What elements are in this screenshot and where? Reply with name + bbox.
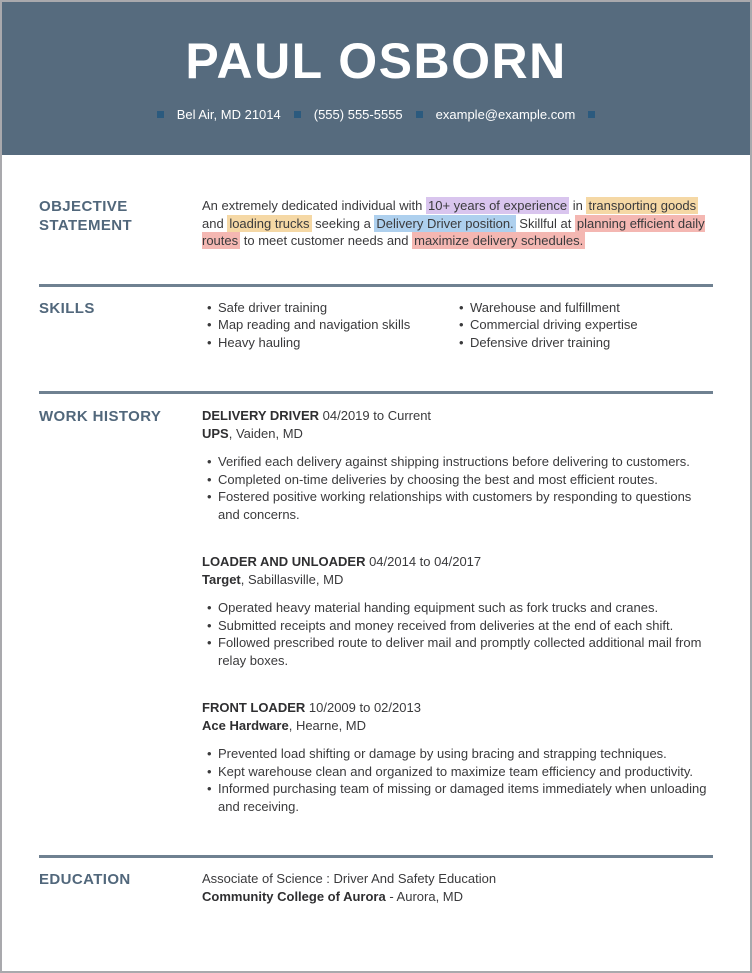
education-school-location: Aurora, MD — [396, 889, 464, 904]
contact-row — [157, 107, 596, 122]
jobs-container — [202, 407, 713, 815]
education-section-title: EDUCATION — [39, 871, 131, 888]
job-company: Ace Hardware — [202, 718, 289, 733]
square-bullet-icon — [294, 111, 301, 118]
job-dates: 10/2009 to 02/2013 — [305, 700, 421, 715]
skill-item: • Safe driver training — [202, 299, 454, 317]
education-school: Community College of Aurora — [202, 889, 386, 904]
education-content — [202, 870, 713, 906]
job-company-line — [202, 717, 713, 735]
job-dates: 04/2019 to Current — [319, 408, 432, 423]
job-title-line — [202, 407, 713, 425]
job-title-line — [202, 553, 713, 571]
job-title-line — [202, 699, 713, 717]
resume-header — [2, 2, 750, 155]
job-entry — [202, 553, 713, 669]
section-objective — [39, 197, 713, 284]
contact-item: example@example.com — [435, 107, 576, 122]
objective-text — [202, 197, 713, 250]
highlight-pink: planning efficient daily routes — [202, 215, 705, 248]
job-entry — [202, 699, 713, 815]
objective-segment: in — [569, 198, 587, 213]
job-company-line — [202, 571, 713, 589]
section-education — [39, 858, 713, 946]
skill-item: • Map reading and navigation skills — [202, 316, 454, 334]
contact-item: Bel Air, MD 21014 — [176, 107, 281, 122]
resume-body — [2, 155, 750, 946]
skill-item: • Defensive driver training — [454, 334, 713, 352]
job-bullet: • Submitted receipts and money received from deliveries at the end of each shift. — [202, 617, 713, 635]
job-bullet: • Operated heavy material handing equipment such as fork trucks and cranes. — [202, 599, 713, 617]
education-school-line — [202, 888, 713, 906]
job-company: Target — [202, 572, 241, 587]
highlight-pink: maximize delivery schedules. — [414, 233, 584, 248]
objective-segment: to meet customer needs and — [240, 233, 413, 248]
education-degree: Associate of Science : Driver And Safety Education — [202, 871, 497, 886]
work-history-section-title: WORK HISTORY — [39, 408, 162, 425]
section-work-history — [39, 394, 713, 855]
job-bullet: • Verified each delivery against shipping instructions before delivering to customers. — [202, 453, 713, 471]
skills-columns — [202, 299, 713, 352]
job-bullets — [202, 599, 713, 669]
skills-column — [454, 299, 713, 352]
contact-item: (555) 555-5555 — [313, 107, 403, 122]
square-bullet-icon — [588, 111, 595, 118]
skill-item: • Heavy hauling — [202, 334, 454, 352]
job-entry — [202, 407, 713, 523]
objective-section-title: OBJECTIVE STATEMENT — [39, 198, 133, 234]
skill-item: • Warehouse and fulfillment — [454, 299, 713, 317]
job-bullet: • Prevented load shifting or damage by using bracing and strapping techniques. — [202, 745, 713, 763]
job-company-line — [202, 425, 713, 443]
square-bullet-icon — [416, 111, 423, 118]
job-bullets — [202, 453, 713, 523]
job-title: LOADER AND UNLOADER — [202, 554, 366, 569]
job-location: , Hearne, MD — [288, 718, 367, 733]
job-bullet: • Fostered positive working relationships with customers by responding to questions and concerns. — [202, 488, 713, 523]
job-bullet: • Informed purchasing team of missing or damaged items immediately when unloading and receiving. — [202, 780, 713, 815]
objective-segment: Skillful at — [515, 215, 575, 231]
objective-segment: seeking a — [311, 215, 375, 231]
job-bullet: • Completed on-time deliveries by choosing the best and most efficient routes. — [202, 471, 713, 489]
job-title: DELIVERY DRIVER — [202, 408, 320, 423]
job-location: , Vaiden, MD — [228, 426, 303, 441]
highlight-orange: transporting goods — [588, 198, 697, 213]
highlight-purple: 10+ years of experience — [428, 198, 568, 213]
job-dates: 04/2014 to 04/2017 — [365, 554, 482, 569]
job-location: , Sabillasville, MD — [240, 572, 344, 587]
education-school-separator: - — [385, 889, 397, 904]
objective-segment: An extremely dedicated individual with — [202, 198, 427, 213]
highlight-blue: Delivery Driver position. — [376, 215, 514, 231]
skills-section-title: SKILLS — [39, 299, 95, 317]
job-bullets — [202, 745, 713, 815]
skill-item: • Commercial driving expertise — [454, 316, 713, 334]
name-title: PAUL OSBORN — [185, 33, 567, 89]
skills-column — [202, 299, 454, 352]
job-company: UPS — [202, 426, 229, 441]
square-bullet-icon — [157, 111, 164, 118]
job-bullet: • Kept warehouse clean and organized to maximize team efficiency and productivity. — [202, 763, 713, 781]
job-bullet: • Followed prescribed route to deliver mail and promptly collected additional mail from relay boxes. — [202, 634, 713, 669]
highlight-orange: loading trucks — [229, 215, 310, 231]
section-skills — [39, 287, 713, 392]
objective-segment: and — [202, 215, 228, 231]
job-title: FRONT LOADER — [202, 700, 306, 715]
